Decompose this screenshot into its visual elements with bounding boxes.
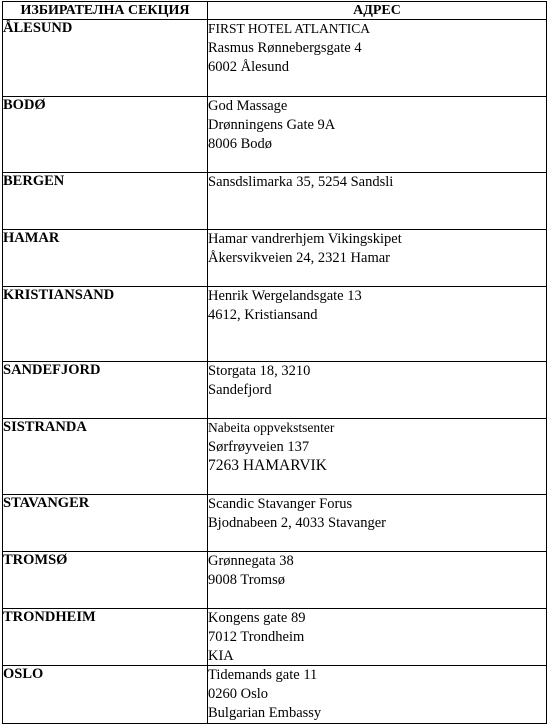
section-address [208,287,547,362]
section-address [208,97,547,173]
table-row [3,419,547,495]
address-line: Scandic Stavanger Forus [208,496,353,512]
address-line: Grønnegata 38 [208,553,294,569]
section-address [208,230,547,287]
section-address [208,666,547,723]
address-line: Hamar vandrerhjem Vikingskipet [208,231,402,247]
table-row [3,609,547,666]
address-line: Henrik Wergelandsgate 13 [208,288,362,304]
address-line: Bulgarian Embassy [208,704,322,721]
address-line: KIA [208,647,234,664]
section-name: STAVANGER [3,495,208,552]
section-name: SISTRANDA [3,419,208,495]
table-row [3,362,547,419]
section-name: KRISTIANSAND [3,287,208,362]
table-row [3,666,547,723]
section-address [208,495,547,552]
section-name: TROMSØ [3,552,208,609]
section-name: TRONDHEIM [3,609,208,666]
address-line: Storgata 18, 3210 [208,363,311,379]
address-line: 9008 Tromsø [208,571,285,588]
section-address [208,609,547,666]
address-line: 4612, Kristiansand [208,306,318,323]
address-line: Nabeita oppvekstsenter [208,420,335,435]
address-line: 0260 Oslo [208,686,269,703]
address-line: 7012 Trondheim [208,628,305,645]
section-address [208,20,547,97]
table-row [3,20,547,97]
address-line: FIRST HOTEL ATLANTICA [208,21,370,36]
section-name: BERGEN [3,173,208,230]
table-row [3,287,547,362]
table-header-row [3,2,547,20]
table-row [3,230,547,287]
section-address [208,552,547,609]
section-address [208,419,547,495]
table-row [3,97,547,173]
address-column-header: АДРЕС [208,2,547,20]
address-line: Drønningens Gate 9A [208,116,336,133]
address-line: Rasmus Rønnebergsgate 4 [208,39,362,56]
section-name: BODØ [3,97,208,173]
table-row [3,173,547,230]
address-line: 6002 Ålesund [208,58,289,75]
address-line: 7263 HAMARVIK [208,456,327,474]
address-line: Tidemands gate 11 [208,667,318,684]
section-address [208,173,547,230]
section-column-header: ИЗБИРАТЕЛНА СЕКЦИЯ [3,2,208,20]
polling-sections-table [2,1,547,724]
section-name: SANDEFJORD [3,362,208,419]
section-name: ÅLESUND [3,20,208,97]
address-line: Bjodnabeen 2, 4033 Stavanger [208,514,386,531]
address-line: Sandefjord [208,381,272,398]
section-name: HAMAR [3,230,208,287]
table-row [3,495,547,552]
address-line: Kongens gate 89 [208,610,306,626]
section-address [208,362,547,419]
address-line: Sørfrøyveien 137 [208,438,310,455]
address-line: Åkersvikveien 24, 2321 Hamar [208,249,391,266]
address-line: God Massage [208,98,288,114]
table-row [3,552,547,609]
section-name: OSLO [3,666,208,723]
address-line: Sansdslimarka 35, 5254 Sandsli [208,174,394,190]
address-line: 8006 Bodø [208,135,273,152]
